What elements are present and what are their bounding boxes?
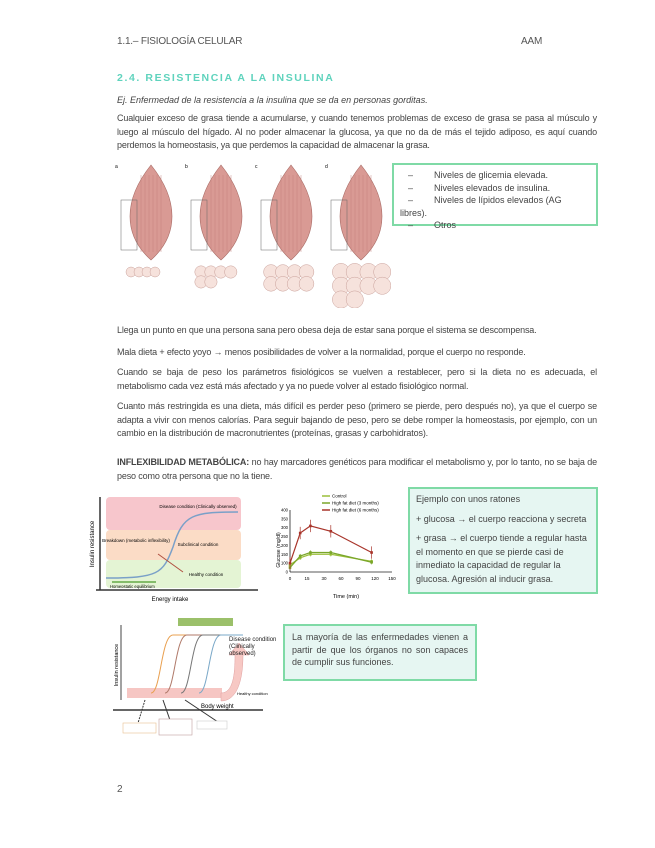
y-tick-label: 150	[281, 551, 288, 557]
zone-disease	[106, 497, 241, 530]
muscle-adipose-figure	[113, 160, 391, 308]
mice-example-box	[408, 487, 598, 594]
figure-panel	[255, 164, 314, 291]
y-tick-label: 200	[281, 542, 288, 548]
intro-paragraph: Cualquier exceso de grasa tiende a acumularse, y cuando tenemos problemas de exceso de grasa se pasa al músculo y luego al músculo del hígado. Al no poder almacenar la glucosa, ya que no da de más el tejido adiposo, es aquí cuando perdemos la homeostasis, ya que perdemos la capacidad de almacenar la grasa.	[117, 113, 597, 151]
y-tick-label: 250	[281, 534, 288, 540]
y-tick-label: 0	[285, 569, 288, 575]
adipocyte	[374, 277, 391, 294]
chart-x-label: Time (min)	[332, 594, 360, 600]
mice-box-title: Ejemplo con unos ratones	[416, 494, 521, 504]
x-tick-label: 60	[338, 576, 344, 581]
muscle-shape	[200, 165, 242, 260]
x-tick-label: 150	[388, 576, 396, 581]
y-tick-label: 300	[281, 525, 288, 531]
disease-label: Disease condition (Clinically observed)	[229, 637, 277, 657]
adipocyte	[205, 276, 217, 288]
body-weight-figure	[113, 615, 273, 740]
range-arrow	[178, 618, 233, 626]
legend-label: High fat diet (6 months)	[332, 507, 379, 513]
data-point	[330, 551, 333, 554]
header-author: AAM	[521, 36, 543, 47]
x-tick-label: 90	[355, 576, 361, 581]
x-tick-label: 15	[304, 576, 310, 581]
data-point	[370, 561, 373, 564]
panel-letter: d	[325, 164, 328, 170]
adipocyte	[346, 291, 363, 308]
legend-label: High fat diet (3 months)	[332, 500, 379, 506]
zone-subclinical-label: Subclinical condition	[177, 542, 219, 547]
symptom-item: – Otros	[408, 220, 457, 230]
y-axis-label: Insulin resistance	[114, 643, 120, 687]
x-tick-label: 0	[288, 576, 292, 581]
symptom-item: – Niveles de lípidos elevados (AG libres).	[400, 195, 562, 218]
adipocyte	[299, 276, 314, 291]
page-number: 2	[117, 784, 123, 795]
legend-label: Control	[332, 493, 347, 499]
data-point	[330, 530, 333, 533]
breakdown-label: Breakdown (metabolic inflexibility)	[102, 538, 170, 543]
x-axis-label: Body weight	[201, 704, 234, 710]
paragraph: Mala dieta + efecto yoyo → menos posibilidades de volver a la normalidad, porque el cuerpo no responde.	[117, 347, 526, 357]
glucose-chart	[276, 490, 398, 602]
y-tick-label: 100	[281, 560, 288, 566]
healthy-label: Healthy condition	[237, 691, 268, 696]
inflexibility-term: INFLEXIBILIDAD METABÓLICA:	[117, 457, 250, 467]
homeostasis-label: Homeostatic equilibrium	[110, 584, 155, 589]
x-tick-label: 120	[371, 576, 379, 581]
panel-letter: a	[115, 164, 118, 170]
y-tick-label: 400	[281, 507, 288, 513]
header-title: 1.1.– FISIOLOGÍA CELULAR	[117, 36, 243, 47]
data-point	[289, 562, 292, 565]
paragraph: Cuando se baja de peso los parámetros fisiológicos se vuelven a restablecer, pero si la dieta no es adecuada, el metabolismo cada vez está más afectado y ya no puede volver al estado fisiológico normal.	[117, 367, 597, 391]
figure-panel	[325, 164, 391, 308]
data-point	[309, 525, 312, 528]
chart-y-label: Glucose (mg/dl)	[276, 532, 282, 568]
y-tick-label: 350	[281, 516, 288, 522]
mice-box-line: + grasa → el cuerpo tiende a regular hasta el momento en que se pierde casi de inmediato la capacidad de regular la glucosa. Agresión al inducir grasa.	[416, 533, 587, 584]
figure-panel	[185, 164, 242, 288]
paragraph: Cuanto más restringida es una dieta, más difícil es perder peso (primero se pierde, pero después no), ya que el cuerpo se adapta a vivir con menos calorías. Para seguir bajando de peso, pero se debe romper la homeostasis, por ejemplo, con un cambio en la distribución de macronutrientes (proteínas, grasas y carbohidratos).	[117, 401, 597, 439]
adipocyte	[150, 267, 160, 277]
organs-box: La mayoría de las enfermedades vienen a partir de que los órganos no son capaces de cumplir sus funciones.	[283, 624, 477, 681]
adipocyte	[225, 266, 237, 278]
muscle-shape	[130, 165, 172, 260]
x-tick-label: 30	[321, 576, 327, 581]
muscle-shape	[340, 165, 382, 260]
inflexibility-paragraph: INFLEXIBILIDAD METABÓLICA: no hay marcadores genéticos para modificar el metabolismo y, por lo tanto, no se baja de peso como otra persona que no la tiene.	[117, 457, 597, 481]
mice-box-line: + glucosa → el cuerpo reacciona y secreta	[416, 513, 587, 524]
muscle-shape	[270, 165, 312, 260]
example-line: Ej. Enfermedad de la resistencia a la insulina que se da en personas gorditas.	[117, 95, 428, 105]
y-axis-label: Insulin resistance	[90, 520, 96, 568]
data-point	[299, 532, 302, 535]
zone-healthy-label: Healthy condition	[188, 572, 224, 577]
data-point	[299, 555, 302, 558]
x-axis-label: Energy intake	[151, 597, 189, 603]
panel-letter: c	[255, 164, 258, 170]
insulin-resistance-energy-figure	[88, 492, 273, 604]
section-title: 2.4. RESISTENCIA A LA INSULINA	[117, 72, 335, 84]
paragraph: Llega un punto en que una persona sana pero obesa deja de estar sana porque el sistema se descompensa.	[117, 325, 537, 335]
figure-panel	[115, 164, 172, 277]
data-point	[309, 551, 312, 554]
zone-disease-label: Disease condition (Clinically observed)	[159, 504, 237, 509]
symptoms-box	[392, 163, 598, 230]
symptom-item: – Niveles elevados de insulina.	[408, 182, 551, 193]
data-point	[370, 551, 373, 554]
panel-letter: b	[185, 164, 188, 170]
symptom-item: – Niveles de glicemia elevada.	[408, 170, 549, 180]
